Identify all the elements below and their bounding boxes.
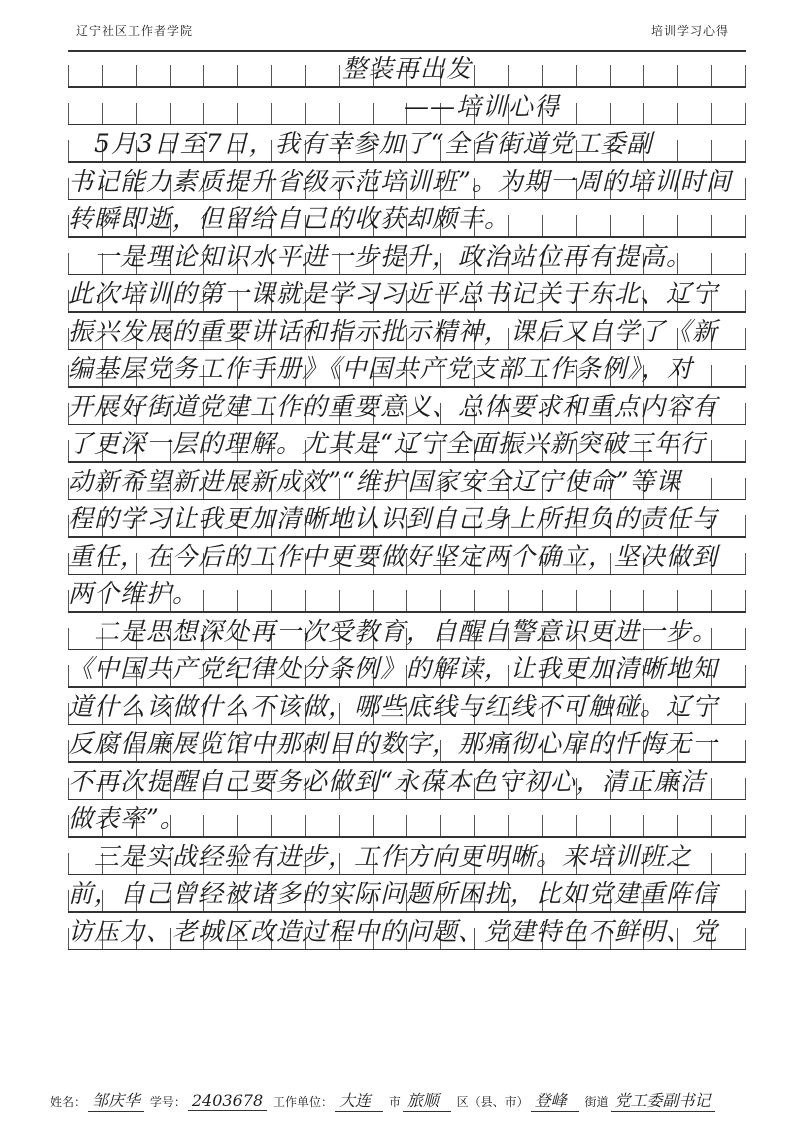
- essay-line: 道什么该做什么不该做，哪些底线与红线不可触碰。辽宁: [68, 691, 719, 721]
- city-value: 大连: [335, 1088, 383, 1112]
- essay-line: 做表率”。: [68, 804, 186, 833]
- grid-row: [68, 313, 746, 351]
- essay-subtitle: ——培训心得: [403, 91, 560, 121]
- grid-row: [68, 763, 746, 801]
- grid-row: [68, 275, 746, 313]
- header-institution: 辽宁社区工作者学院: [76, 24, 194, 38]
- street-value: 登峰: [531, 1088, 579, 1112]
- essay-line: 书记能力素质提升省级示范培训班”。为期一周的培训时间: [68, 166, 732, 196]
- grid-row: [68, 425, 746, 463]
- street-suffix: 街道: [584, 1095, 609, 1109]
- essay-line: 前，自己曾经被诸多的实际问题所困扰，比如党建重阵信: [68, 879, 719, 908]
- grid-row: [68, 688, 746, 726]
- city-suffix: 市: [388, 1095, 401, 1109]
- essay-line: 二是思想深处再一次受教育，自醒自警意识更进一步。: [68, 616, 719, 646]
- student-id-value: 2403678: [188, 1091, 267, 1111]
- footer-info: [48, 1088, 768, 1112]
- grid-row: [68, 163, 746, 201]
- essay-line: 重任，在今后的工作中更要做好坚定两个确立，坚决做到: [68, 541, 719, 571]
- grid-row: [68, 650, 746, 688]
- essay-line: 转瞬即逝，但留给自己的收获却颇丰。: [68, 204, 511, 233]
- grid-row: [68, 88, 746, 126]
- header-doc-type: 培训学习心得: [650, 24, 729, 38]
- essay-line: 编基层党务工作手册》《中国共产党支部工作条例》，对: [68, 354, 694, 383]
- grid-row: [68, 575, 746, 613]
- grid-row: [68, 838, 746, 876]
- grid-row: [68, 725, 746, 763]
- grid-row: [68, 463, 746, 501]
- student-id-label: 学号：: [149, 1095, 186, 1109]
- district-value: 旅顺: [403, 1088, 451, 1112]
- essay-line: 5月3日至7日，我有幸参加了“全省街道党工委副: [68, 129, 653, 158]
- essay-line: 程的学习让我更加清晰地认识到自己身上所担负的责任与: [68, 504, 719, 533]
- grid-row: [68, 200, 746, 238]
- essay-line: 此次培训的第一课就是学习习近平总书记关于东北、辽宁: [68, 279, 719, 308]
- name-value: 邹庆华: [88, 1088, 144, 1112]
- grid-row: [68, 613, 746, 651]
- grid-row: [68, 500, 746, 538]
- essay-line: 不再次提醒自己要务必做到“永葆本色守初心，清正廉洁: [68, 766, 706, 796]
- essay-line: 开展好街道党建工作的重要意义、总体要求和重点内容有: [68, 391, 719, 421]
- essay-line: 《中国共产党纪律处分条例》的解读，让我更加清晰地知: [68, 654, 719, 683]
- essay-line: 两个维护。: [68, 579, 199, 608]
- grid-row: [68, 125, 746, 163]
- essay-line: 动新希望新进展新成效”“维护国家安全辽宁使命”等课: [68, 466, 682, 496]
- grid-row: [68, 538, 746, 576]
- essay-line: 反腐倡廉展览馆中那刺目的数字，那痛彻心扉的忏悔无一: [68, 729, 719, 758]
- grid-row: [68, 875, 746, 913]
- work-unit-label: 工作单位：: [272, 1095, 333, 1109]
- grid-row: [68, 238, 746, 276]
- essay-line: 了更深一层的理解。尤其是“辽宁全面振兴新突破三年行: [68, 429, 706, 458]
- essay-line: 一是理论知识水平进一步提升，政治站位再有提高。: [68, 241, 693, 271]
- grid-row: [68, 913, 746, 951]
- grid-row: [68, 50, 746, 88]
- position-value: 党工委副书记: [611, 1088, 715, 1112]
- name-label: 姓名：: [50, 1095, 87, 1109]
- district-suffix: 区（县、市）: [456, 1095, 529, 1109]
- essay-line: 振兴发展的重要讲话和指示批示精神，课后又自学了《新: [68, 316, 719, 346]
- essay-line: 三是实战经验有进步，工作方向更明晰。来培训班之: [68, 841, 693, 871]
- grid-row: [68, 388, 746, 426]
- essay-title: 整装再出发: [341, 54, 472, 83]
- grid-row: [68, 800, 746, 838]
- essay-line: 访压力、老城区改造过程中的问题、党建特色不鲜明、党: [68, 916, 719, 946]
- grid-row: [68, 350, 746, 388]
- writing-grid: [68, 50, 746, 1080]
